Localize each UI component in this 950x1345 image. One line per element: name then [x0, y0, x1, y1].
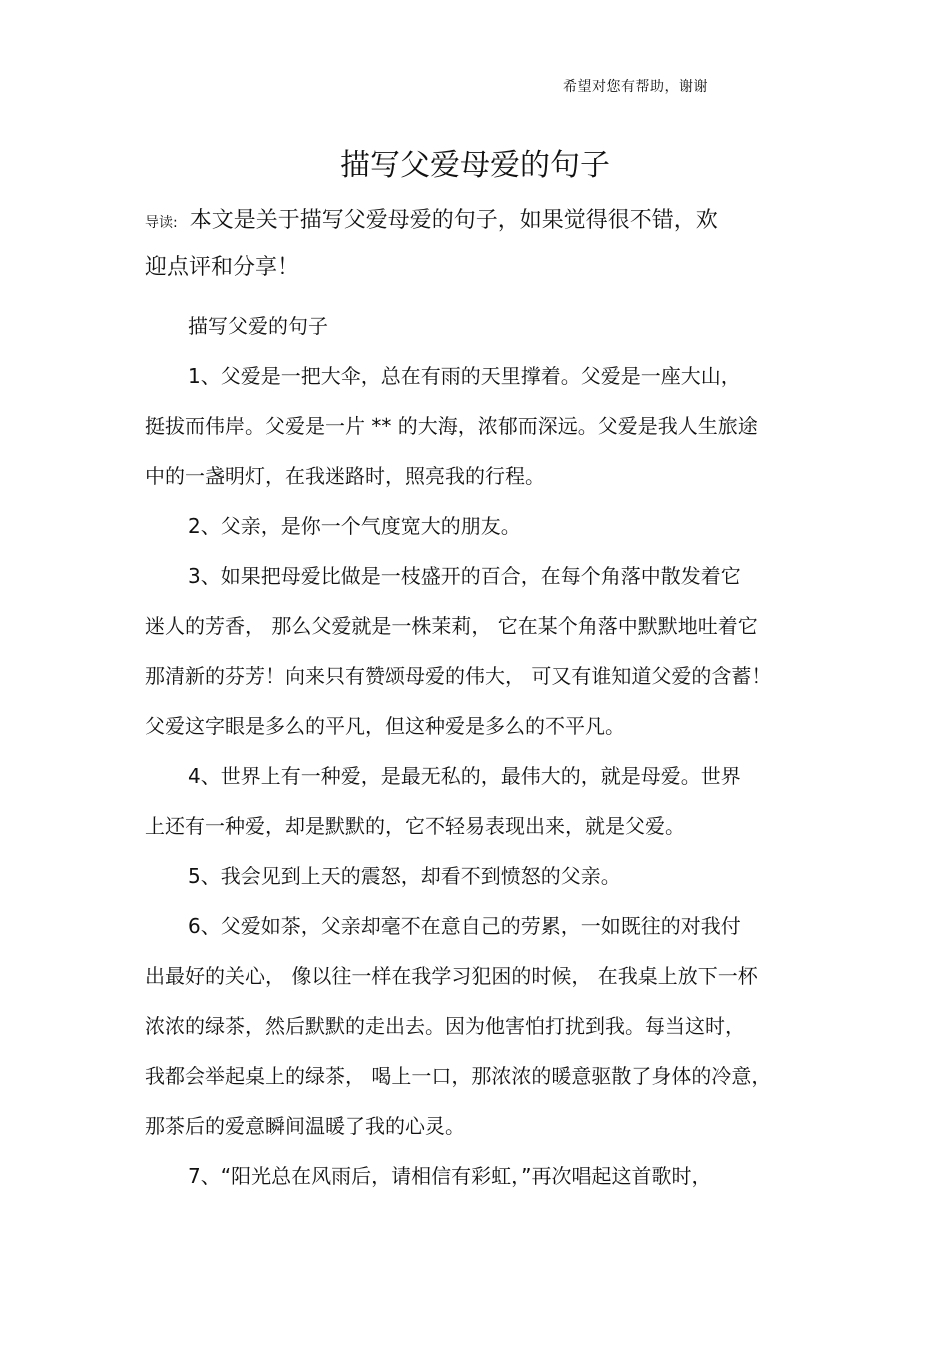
text-line: 浓浓的绿茶，然后默默的走出去。因为他害怕打扰到我。每当这时，	[145, 1014, 745, 1038]
text-line: 2、父亲，是你一个气度宽大的朋友。	[188, 514, 521, 538]
text-line: 出最好的关心， 像以往一样在我学习犯困的时候， 在我桌上放下一杯	[145, 964, 758, 988]
text-line: 中的一盏明灯，在我迷路时，照亮我的行程。	[145, 464, 545, 488]
text-line: 5、我会见到上天的震怒，却看不到愤怒的父亲。	[188, 864, 621, 888]
text-line: 4、世界上有一种爱，是最无私的，最伟大的，就是母爱。世界	[188, 764, 741, 788]
text-line: 3、如果把母爱比做是一枝盛开的百合，在每个角落中散发着它	[188, 564, 741, 588]
text-line: 迷人的芳香， 那么父爱就是一株茉莉， 它在某个角落中默默地吐着它	[145, 614, 758, 638]
text-line: 6、父爱如茶，父亲却毫不在意自己的劳累，一如既往的对我付	[188, 914, 741, 938]
intro-label: 导读:	[145, 215, 178, 231]
text-line: 描写父爱的句子	[188, 314, 328, 338]
intro-continuation: 迎点评和分享！	[145, 255, 300, 280]
page-title: 描写父爱母爱的句子	[340, 148, 610, 183]
article-body	[145, 195, 805, 1201]
text-line: 挺拔而伟岸。父爱是一片 ** 的大海，浓郁而深远。父爱是我人生旅途	[145, 414, 758, 438]
text-line: 1、父爱是一把大伞，总在有雨的天里撑着。父爱是一座大山，	[188, 364, 741, 388]
text-line: 那清新的芬芳！向来只有赞颂母爱的伟大， 可又有谁知道父爱的含蓄！	[145, 664, 772, 688]
text-line: 那茶后的爱意瞬间温暖了我的心灵。	[145, 1114, 465, 1138]
text-line: 上还有一种爱，却是默默的，它不轻易表现出来，就是父爱。	[145, 814, 685, 838]
text-line: 父爱这字眼是多么的平凡，但这种爱是多么的不平凡。	[145, 714, 625, 738]
paragraph-list	[145, 301, 805, 1201]
text-line: 我都会举起桌上的绿茶， 喝上一口，那浓浓的暖意驱散了身体的冷意，	[145, 1064, 772, 1088]
text-line: 7、“阳光总在风雨后，请相信有彩虹，”再次唱起这首歌时，	[188, 1164, 712, 1188]
intro-line	[145, 195, 805, 245]
header-note: 希望对您有帮助，谢谢	[563, 79, 708, 95]
intro-text: 本文是关于描写父爱母爱的句子，如果觉得很不错，欢	[189, 208, 718, 233]
